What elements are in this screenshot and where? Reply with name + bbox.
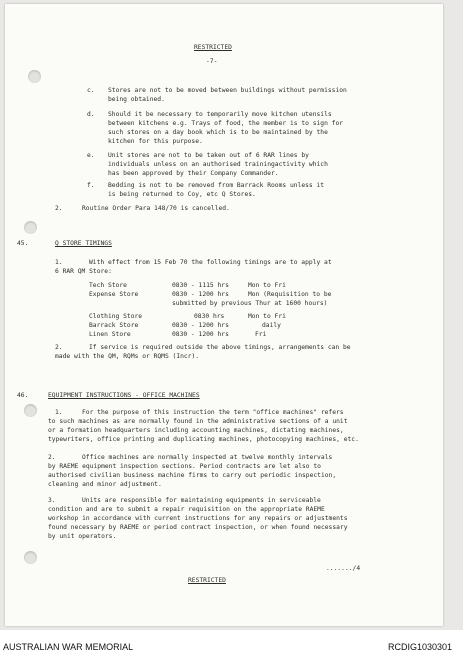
para-line: authorised civilian business machine firms to carry out periodic inspection, [48, 472, 337, 479]
section-number: 46. [17, 392, 29, 399]
para-line: Office machines are normally inspected at twelve monthly intervals [82, 454, 333, 461]
store-name: Tech Store [89, 282, 127, 289]
item-e-line: has been approved by their Company Commander. [108, 170, 279, 177]
store-days: Mon to Fri [248, 282, 286, 289]
para-line: by RAEME equipment inspection sections. Period contracts are let also to [48, 463, 321, 470]
section-number: 45. [17, 240, 29, 247]
punch-hole [24, 404, 37, 417]
continuation-marker: ......./4 [326, 565, 361, 572]
store-days: Mon (Requisition to be [248, 291, 332, 298]
footer-classification: RESTRICTED [188, 577, 226, 584]
item-e-line: Unit stores are not to be taken out of 6 RAR lines by [108, 152, 309, 159]
para-number: 2. [48, 454, 56, 461]
para-number: 1. [55, 409, 63, 416]
item-letter: e. [87, 152, 95, 159]
section-title: EQUIPMENT INSTRUCTIONS - OFFICE MACHINES [48, 392, 200, 399]
item-c-line: Stores are not to be moved between buildings without permission [108, 87, 347, 94]
page-number: -7- [206, 58, 218, 65]
store-days: Fri [255, 331, 267, 338]
para-line: With effect from 15 Feb 70 the following timings are to apply at [89, 259, 332, 266]
para-line: For the purpose of this instruction the term "office machines" refers [82, 409, 344, 416]
para-line: If service is required outside the above timings, arrangements can be [89, 344, 351, 351]
para-line: typewriters, office printing and duplicating machines, photocopying machines, etc. [48, 436, 359, 443]
item-letter: f. [87, 182, 95, 189]
punch-hole [28, 70, 41, 83]
item-f-line: Bedding is not to be removed from Barrack Rooms unless it [108, 182, 325, 189]
item-letter: d. [87, 111, 95, 118]
para-line: cleaning and minor adjustment. [48, 481, 162, 488]
item-number: 2. [55, 205, 63, 212]
para-number: 3. [48, 497, 56, 504]
store-days: daily [262, 322, 281, 329]
store-time: 0830 - 1200 hrs [172, 331, 229, 338]
item-c-line: being obtained. [108, 96, 165, 103]
item-2-text: Routine Order Para 148/70 is cancelled. [82, 205, 230, 212]
para-line: by unit operators. [48, 533, 117, 540]
para-line: workshop in accordance with current instructions for any repairs or adjustments [48, 515, 348, 522]
section-title: Q STORE TIMINGS [55, 240, 112, 247]
store-days: Mon to Fri [248, 313, 286, 320]
item-e-line: individuals unless on an authorised trainingactivity which [108, 161, 328, 168]
para-line: to such machines as are normally found in the administrative sections of a unit [48, 418, 348, 425]
item-f-line: is being returned to Coy, etc Q Stores. [108, 191, 256, 198]
store-time: 0830 - 1115 hrs [172, 282, 229, 289]
punch-hole [24, 551, 37, 564]
para-line: found necessary by RAEME or period contract inspection, or when found necessary [48, 524, 348, 531]
item-letter: c. [87, 87, 95, 94]
store-time: 0830 - 1200 hrs [172, 291, 229, 298]
item-d-line: between kitchens e.g. Trays of food, the member is to sign for [108, 120, 344, 127]
caption-source: AUSTRALIAN WAR MEMORIAL [3, 642, 134, 652]
para-line: 6 RAR QM Store: [55, 268, 112, 275]
item-d-line: kitchen for this purpose. [108, 138, 203, 145]
store-time: 0830 - 1200 hrs [172, 322, 229, 329]
para-number: 1. [55, 259, 63, 266]
store-time: 0830 hrs [194, 313, 225, 320]
para-line: Units are responsible for maintaining equipments in serviceable [82, 497, 321, 504]
punch-hole [24, 221, 37, 234]
para-line: condition and are to submit a repair requisition on the appropriate RAEME [48, 506, 325, 513]
store-name: Barrack Store [89, 322, 139, 329]
item-d-line: such stores on a day book which is to be maintained by the [108, 129, 328, 136]
store-name: Linen Store [89, 331, 131, 338]
item-d-line: Should it be necessary to temporarily move kitchen utensils [108, 111, 332, 118]
store-time-continued: submitted by previous Thur at 1600 hours) [172, 300, 328, 307]
header-classification: RESTRICTED [194, 44, 232, 51]
para-line: made with the QM, RQMs or RQMS (Incr). [55, 353, 200, 360]
store-name: Expense Store [89, 291, 139, 298]
caption-reference: RCDIG1030301 [388, 642, 453, 652]
para-line: or a formation headquarters including accounting machines, dictating machines, [48, 427, 344, 434]
para-number: 2. [55, 344, 63, 351]
store-name: Clothing Store [89, 313, 143, 320]
